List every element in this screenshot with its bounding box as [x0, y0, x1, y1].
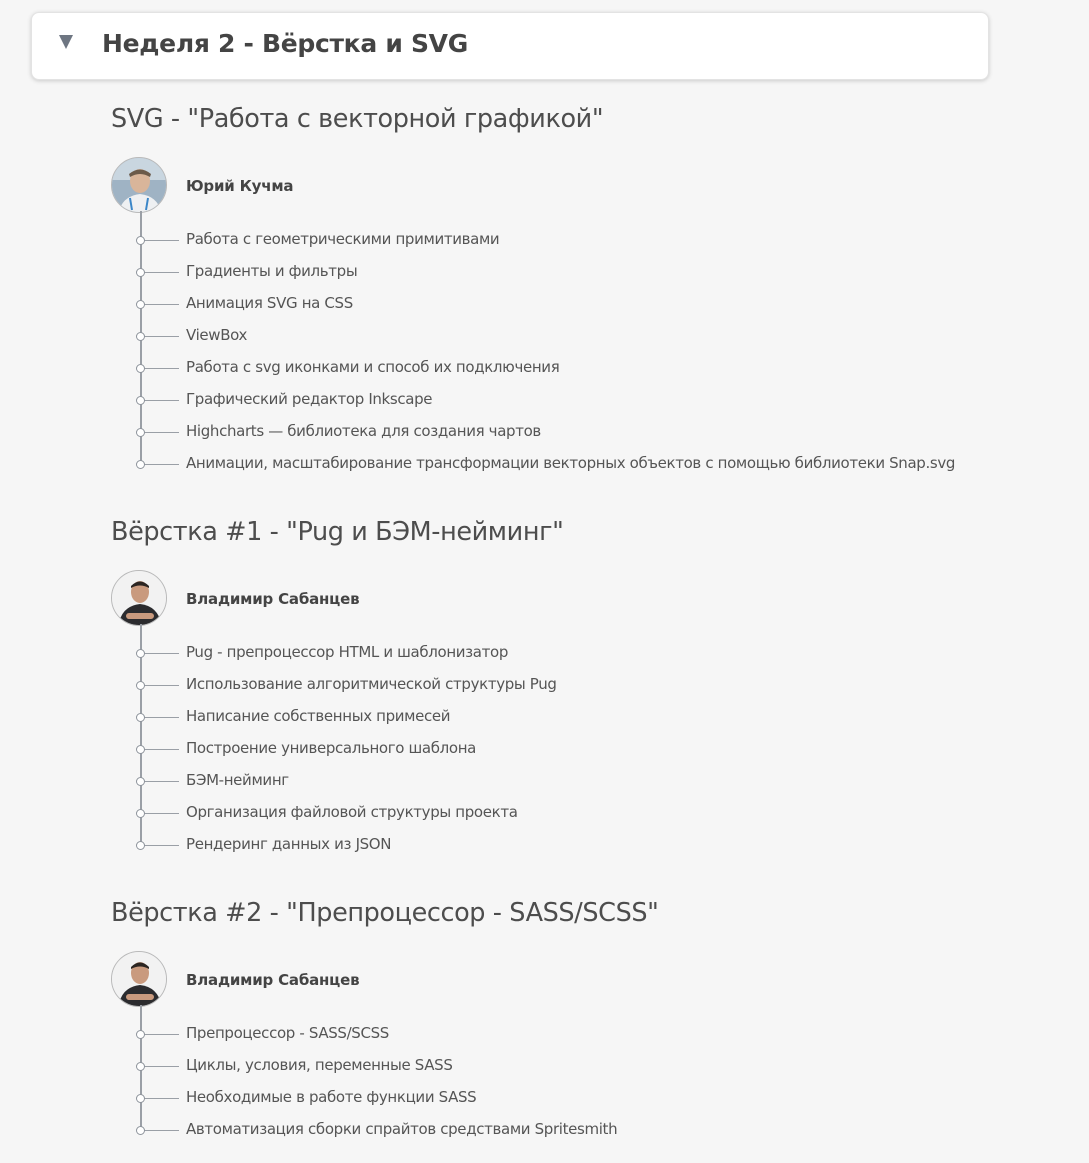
topic-text: Необходимые в работе функции SASS — [186, 1088, 477, 1106]
lesson-title: SVG - "Работа с векторной графикой" — [111, 104, 604, 134]
avatar — [111, 157, 167, 213]
timeline-dot-icon — [136, 364, 145, 373]
timeline-dot-icon — [136, 777, 145, 786]
week-title: Неделя 2 - Вёрстка и SVG — [102, 29, 468, 58]
triangle-down-icon[interactable] — [59, 35, 73, 49]
topic-text: Графический редактор Inkscape — [186, 390, 433, 408]
topic-text: Рендеринг данных из JSON — [186, 835, 392, 853]
avatar — [111, 951, 167, 1007]
timeline-dot-icon — [136, 300, 145, 309]
timeline-dot-icon — [136, 1062, 145, 1071]
list-item — [111, 668, 1011, 700]
timeline-dot-icon — [136, 681, 145, 690]
topic-text: Highcharts — библиотека для создания чартов — [186, 422, 541, 440]
topic-text: Препроцессор - SASS/SCSS — [186, 1024, 389, 1042]
topic-text: ViewBox — [186, 326, 248, 344]
list-item — [111, 1113, 1011, 1145]
list-item — [111, 351, 1011, 383]
list-item — [111, 415, 1011, 447]
topic-list — [111, 1017, 1011, 1145]
timeline-dot-icon — [136, 236, 145, 245]
speaker-name: Владимир Сабанцев — [186, 971, 360, 989]
timeline-dot-icon — [136, 1030, 145, 1039]
list-item — [111, 319, 1011, 351]
list-item — [111, 287, 1011, 319]
topic-text: Написание собственных примесей — [186, 707, 451, 725]
timeline-dot-icon — [136, 460, 145, 469]
topic-text: Работа с геометрическими примитивами — [186, 230, 500, 248]
list-item — [111, 1049, 1011, 1081]
list-item — [111, 732, 1011, 764]
speaker — [111, 157, 1011, 215]
timeline-dot-icon — [136, 745, 145, 754]
topic-text: Анимация SVG на CSS — [186, 294, 353, 312]
timeline-dot-icon — [136, 809, 145, 818]
timeline-dot-icon — [136, 396, 145, 405]
timeline-dot-icon — [136, 649, 145, 658]
timeline-dot-icon — [136, 1126, 145, 1135]
list-item — [111, 223, 1011, 255]
topic-text: Циклы, условия, переменные SASS — [186, 1056, 453, 1074]
speaker — [111, 951, 1011, 1009]
timeline-dot-icon — [136, 332, 145, 341]
topic-text: Градиенты и фильтры — [186, 262, 358, 280]
topic-list — [111, 636, 1011, 860]
timeline-dot-icon — [136, 841, 145, 850]
list-item — [111, 1081, 1011, 1113]
avatar — [111, 570, 167, 626]
topic-text: Pug - препроцессор HTML и шаблонизатор — [186, 643, 509, 661]
lesson-pug-bem — [111, 517, 1011, 860]
topic-text: Работа с svg иконками и способ их подключения — [186, 358, 560, 376]
list-item — [111, 636, 1011, 668]
topic-text: Использование алгоритмической структуры Pug — [186, 675, 557, 693]
topic-text: Анимации, масштабирование трансформации векторных объектов с помощью библиотеки Snap.svg — [186, 454, 956, 472]
lesson-svg — [111, 104, 1011, 479]
list-item — [111, 255, 1011, 287]
topic-text: Построение универсального шаблона — [186, 739, 477, 757]
topic-list — [111, 223, 1011, 479]
list-item — [111, 828, 1011, 860]
timeline-dot-icon — [136, 713, 145, 722]
lesson-sass-scss — [111, 898, 1011, 1145]
topic-text: Организация файловой структуры проекта — [186, 803, 518, 821]
timeline-dot-icon — [136, 1094, 145, 1103]
topic-text: Автоматизация сборки спрайтов средствами Spritesmith — [186, 1120, 618, 1138]
speaker-name: Юрий Кучма — [186, 177, 294, 195]
list-item — [111, 383, 1011, 415]
list-item — [111, 764, 1011, 796]
timeline-dot-icon — [136, 428, 145, 437]
speaker-name: Владимир Сабанцев — [186, 590, 360, 608]
list-item — [111, 1017, 1011, 1049]
list-item — [111, 447, 1011, 479]
list-item — [111, 796, 1011, 828]
lesson-title: Вёрстка #2 - "Препроцессор - SASS/SCSS" — [111, 898, 659, 928]
topic-text: БЭМ-нейминг — [186, 771, 289, 789]
speaker — [111, 570, 1011, 628]
timeline-dot-icon — [136, 268, 145, 277]
lesson-title: Вёрстка #1 - "Pug и БЭМ-нейминг" — [111, 517, 564, 547]
week-accordion-header[interactable] — [31, 12, 989, 80]
list-item — [111, 700, 1011, 732]
